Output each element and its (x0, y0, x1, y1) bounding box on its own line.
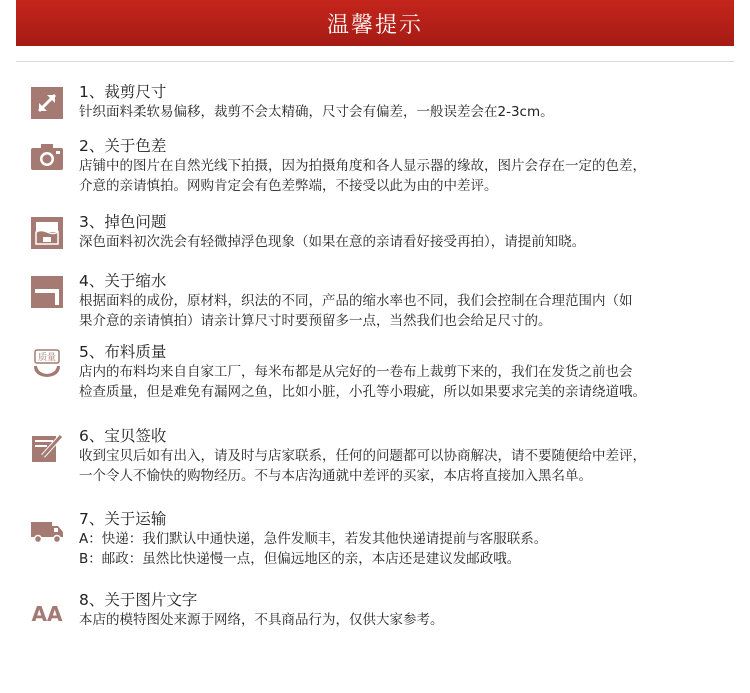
notice-line: 深色面料初次洗会有轻微掉浮色现象（如果在意的亲请看好接受再拍），请提前知晓。 (79, 234, 586, 250)
sign-pen-icon (30, 430, 64, 464)
notice-body (79, 102, 739, 122)
shrink-icon (30, 275, 64, 309)
page-title: 温馨提示 (326, 12, 423, 38)
water-glass-icon (30, 216, 64, 250)
quality-label: 质量 (37, 353, 57, 363)
notice-line: 针织面料柔软易偏移，裁剪不会太精确，尺寸会有偏差，一般误差会在2-3cm。 (79, 104, 554, 120)
camera-icon (30, 140, 64, 174)
notice-line: 店铺中的图片在自然光线下拍摄，因为拍摄角度和各人显示器的缘故，图片会存在一定的色差， (79, 158, 646, 174)
notice-title: 5、布料质量 (79, 343, 167, 361)
font-size-icon (30, 594, 64, 628)
notice-title: 2、关于色差 (79, 137, 167, 155)
notice-title: 6、宝贝签收 (79, 427, 167, 445)
delivery-truck-icon (30, 513, 64, 547)
notice-title: 1、裁剪尺寸 (79, 83, 167, 101)
notice-body (79, 446, 739, 486)
font-size-label: AA (31, 602, 63, 626)
notice-line: 果介意的亲请慎拍）请亲计算尺寸时要预留多一点，当然我们也会给足尺寸的。 (79, 313, 552, 329)
notice-line: 检查质量，但是难免有漏网之鱼，比如小脏，小孔等小瑕疵，所以如果要求完美的亲请绕道哦。 (79, 384, 646, 400)
notice-body (79, 610, 739, 630)
divider (16, 61, 734, 62)
header-banner (16, 0, 734, 46)
notice-title: 3、掉色问题 (79, 213, 167, 231)
notice-title: 4、关于缩水 (79, 272, 167, 290)
notice-line: 收到宝贝后如有出入，请及时与店家联系，任何的问题都可以协商解决，请不要随便给中差评， (79, 448, 646, 464)
notice-body (79, 291, 739, 331)
notice-body (79, 362, 739, 402)
notice-body (79, 156, 739, 196)
notice-line: 介意的亲请慎拍。网购肯定会有色差弊端，不接受以此为由的中差评。 (79, 178, 498, 194)
quality-hands-icon (30, 346, 64, 380)
notice-body (79, 232, 739, 252)
notice-line: 根据面料的成份，原材料，织法的不同，产品的缩水率也不同，我们会控制在合理范围内（如 (79, 293, 633, 309)
notice-line: 本店的模特图处来源于网络，不具商品行为，仅供大家参考。 (79, 612, 444, 628)
notice-body (79, 529, 739, 569)
resize-arrow-icon (30, 86, 64, 120)
notice-title: 7、关于运输 (79, 510, 167, 528)
notice-line: A：快递：我们默认中通快递，急件发顺丰，若发其他快递请提前与客服联系。 (79, 531, 548, 547)
notice-line: 一个令人不愉快的购物经历。不与本店沟通就中差评的买家，本店将直接加入黑名单。 (79, 468, 592, 484)
notice-title: 8、关于图片文字 (79, 591, 198, 609)
notice-line: 店内的布料均来自自家工厂，每米布都是从完好的一卷布上裁剪下来的，我们在发货之前也会 (79, 364, 633, 380)
notice-line: B：邮政：虽然比快递慢一点，但偏远地区的亲，本店还是建议发邮政哦。 (79, 551, 521, 567)
